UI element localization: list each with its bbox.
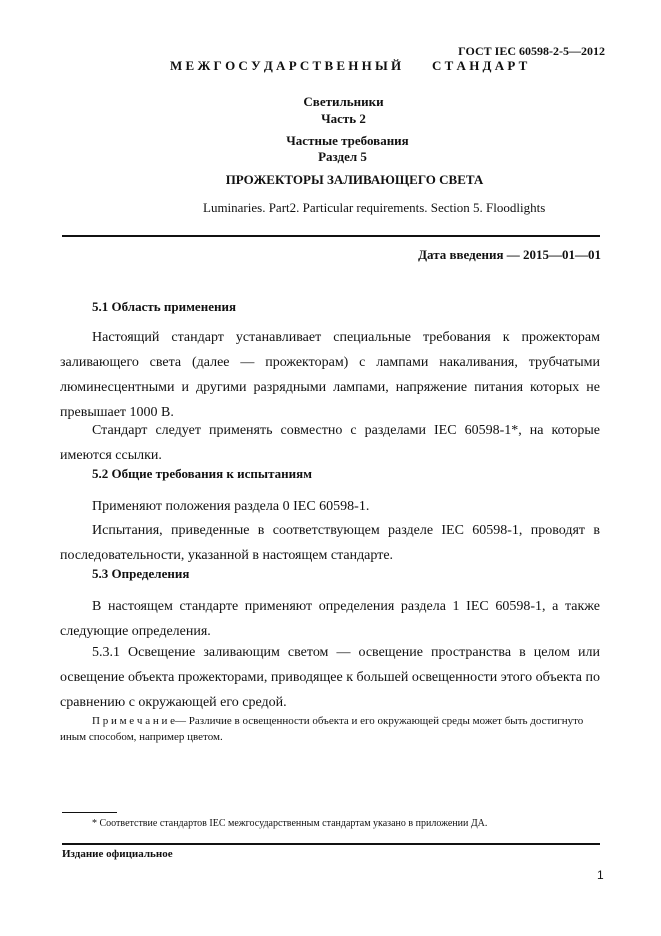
page-number: 1	[597, 868, 604, 882]
english-title: Luminaries. Part2. Particular requirements. Section 5. Floodlights	[203, 200, 546, 215]
title-line-3: Частные требования	[286, 133, 409, 148]
title-rule	[62, 235, 600, 237]
footnote-rule	[62, 812, 117, 813]
section-5-1-paragraph-1: Настоящий стандарт устанавливает специальные требования к прожекторам заливающего света (далее — прожекторам) с лампами накаливания, трубчатыми люминесцентными и другими разрядными лампами, напряжение питания которых не превышает 1000 В.	[60, 330, 600, 420]
section-5-1-paragraph-2: Стандарт следует применять совместно с разделами IEC 60598-1*, на которые имеются ссылки.	[60, 423, 600, 463]
note: П р и м е ч а н и е— Различие в освещенности объекта и его окружающей среды может быть достигнуто иным способом, например цветом.	[60, 715, 584, 743]
edition-rule	[62, 843, 600, 845]
section-5-2-paragraph-2: Испытания, приведенные в соответствующем разделе IEC 60598-1, проводят в последовательности, указанной в настоящем стандарте.	[60, 523, 600, 563]
section-5-3-paragraph-1: В настоящем стандарте применяют определения раздела 1 IEC 60598-1, а также следующие определения.	[60, 599, 600, 639]
standard-title-left: М Е Ж Г О С У Д А Р С Т В Е Н Н Ы Й	[170, 58, 402, 73]
section-5-3-heading: 5.3 Определения	[92, 566, 190, 581]
footnote: * Соответствие стандартов IEC межгосударственным стандартам указано в приложении ДА.	[92, 818, 488, 829]
standard-title-right: С Т А Н Д А Р Т	[432, 58, 528, 73]
section-5-1-heading: 5.1 Область применения	[92, 299, 236, 314]
date-of-introduction: Дата введения — 2015—01—01	[418, 247, 601, 262]
section-5-2-heading: 5.2 Общие требования к испытаниям	[92, 466, 312, 481]
edition-label: Издание официальное	[62, 848, 173, 860]
title-line-2: Часть 2	[321, 111, 366, 126]
section-5-2-paragraph-1: Применяют положения раздела 0 IEC 60598-1.	[92, 499, 370, 514]
section-5-3-1-paragraph: 5.3.1 Освещение заливающим светом — освещение пространства в целом или освещение объекта прожекторами, приводящее к большей освещенности этого объекта по сравнению с окружающей его средой.	[60, 645, 600, 710]
title-line-1: Светильники	[303, 94, 384, 109]
title-line-4: Раздел 5	[318, 149, 367, 164]
main-title: ПРОЖЕКТОРЫ ЗАЛИВАЮЩЕГО СВЕТА	[225, 172, 484, 187]
document-code: ГОСТ IEC 60598-2-5—2012	[458, 44, 605, 58]
